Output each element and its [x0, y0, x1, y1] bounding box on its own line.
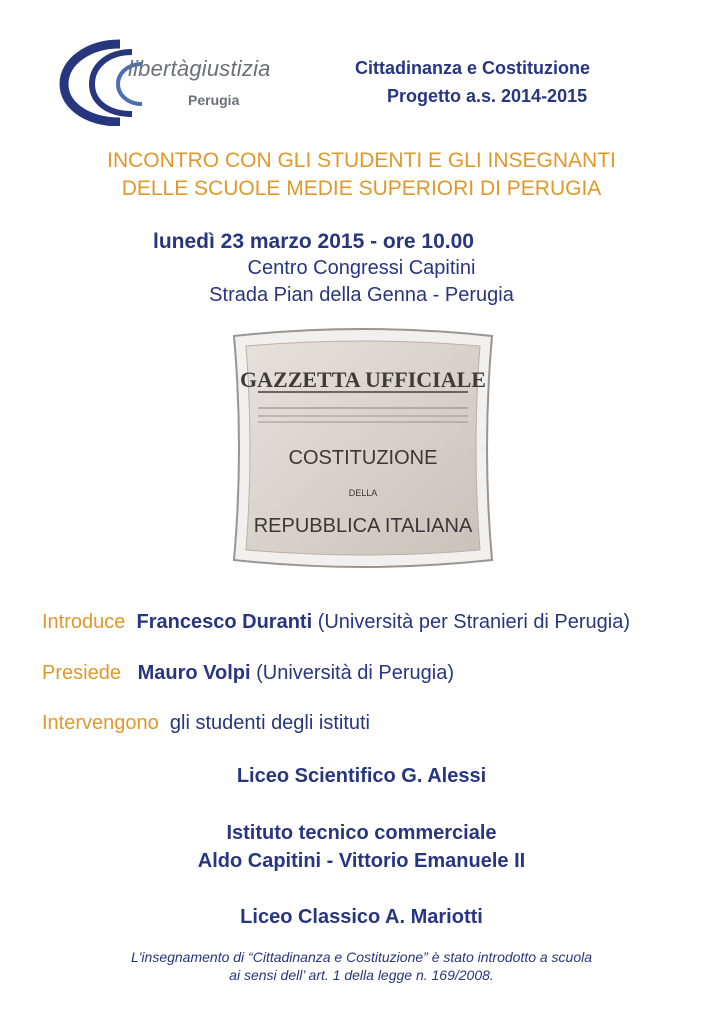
- event-venue: Centro Congressi Capitini: [247, 257, 476, 279]
- project-year: Progetto a.s. 2014-2015: [387, 86, 588, 106]
- gazzetta-image: [224, 322, 502, 574]
- event-title-line2: DELLE SCUOLE MEDIE SUPERIORI DI PERUGIA: [121, 177, 602, 200]
- school-alessi: Liceo Scientifico G. Alessi: [236, 765, 487, 787]
- gazzetta-masthead: GAZZETTA UFFICIALE: [240, 367, 486, 392]
- intervengono-row: [42, 712, 370, 735]
- logo-name: libertàgiustizia: [128, 56, 271, 81]
- gazzetta-title2: DELLA: [348, 488, 378, 498]
- introduce-affiliation: (Università per Stranieri di Perugia): [317, 611, 631, 633]
- introduce-row: [42, 611, 630, 634]
- event-address: Strada Pian della Genna - Perugia: [209, 284, 514, 306]
- school-istituto-line2: Aldo Capitini - Vittorio Emanuele II: [197, 850, 526, 872]
- presiede-affiliation: (Università di Perugia): [256, 662, 454, 684]
- introduce-name: Francesco Duranti: [136, 611, 313, 633]
- logo-city: Perugia: [188, 92, 240, 108]
- event-title-line1: INCONTRO CON GLI STUDENTI E GLI INSEGNANTI: [107, 149, 616, 172]
- presiede-row: [42, 662, 454, 685]
- gazzetta-paper-illustration: [224, 322, 502, 574]
- introduce-label: Introduce: [42, 611, 126, 633]
- footer-note-line2: ai sensi dell’ art. 1 della legge n. 169/2008.: [229, 967, 494, 983]
- presiede-name: Mauro Volpi: [137, 662, 251, 684]
- school-istituto-line1: Istituto tecnico commerciale: [226, 822, 497, 844]
- intervengono-text: gli studenti degli istituti: [169, 712, 370, 734]
- school-mariotti: Liceo Classico A. Mariotti: [240, 906, 483, 928]
- footer-note-line1: L'insegnamento di “Cittadinanza e Costituzione” è stato introdotto a scuola: [130, 949, 593, 965]
- presiede-label: Presiede: [42, 662, 121, 684]
- gazzetta-title1: COSTITUZIONE: [288, 447, 438, 469]
- gazzetta-title3: REPUBBLICA ITALIANA: [253, 515, 473, 537]
- intervengono-label: Intervengono: [42, 712, 159, 734]
- project-title: Cittadinanza e Costituzione: [355, 58, 591, 78]
- event-date: lunedì 23 marzo 2015 - ore 10.00: [153, 230, 474, 253]
